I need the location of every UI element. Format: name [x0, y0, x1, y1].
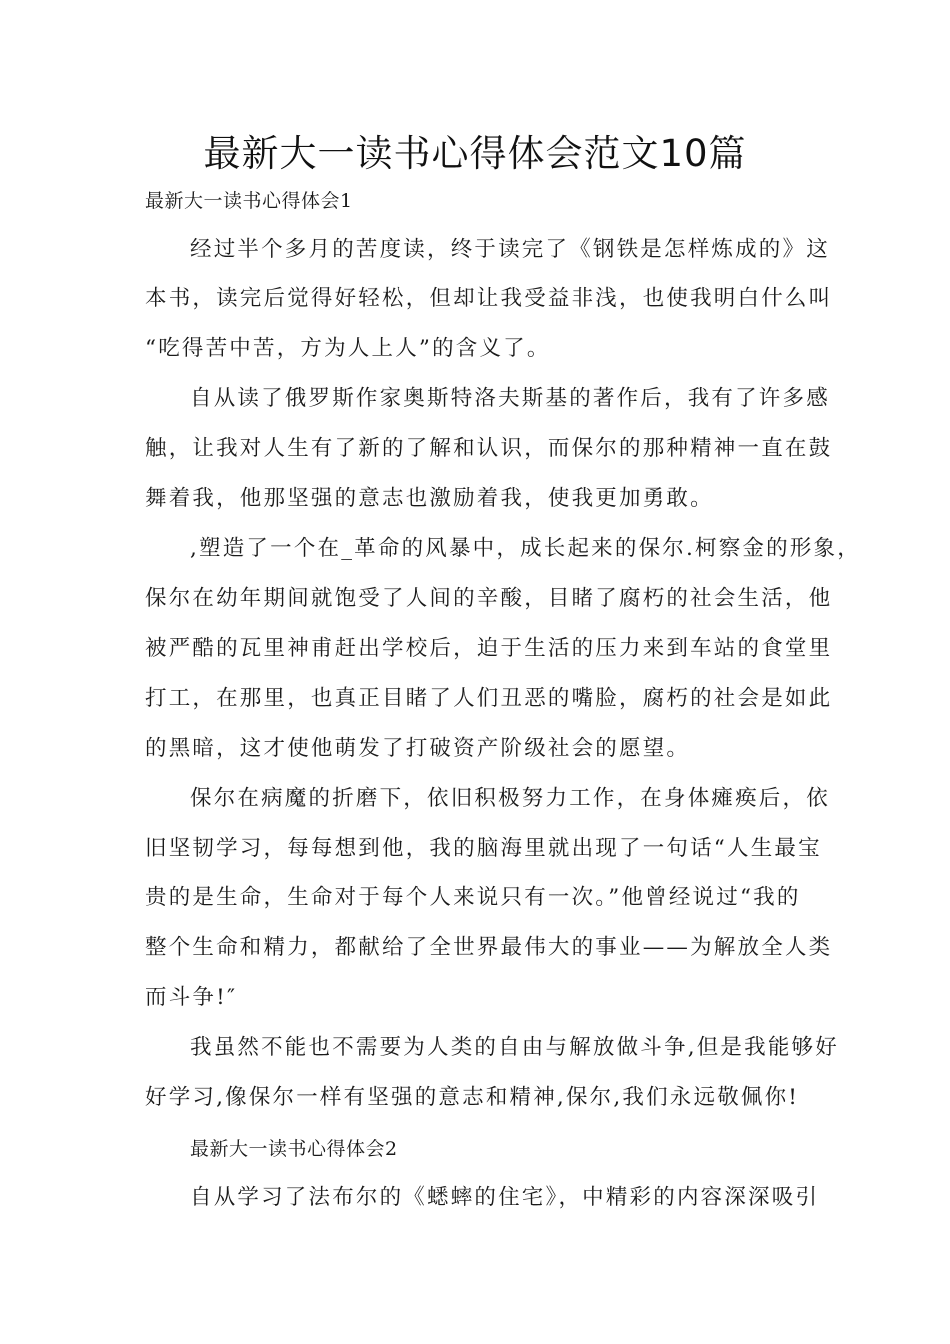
paragraph-line: 保尔在幼年期间就饱受了人间的辛酸，目睹了腐朽的社会生活，他	[145, 586, 833, 611]
paragraph-line: 旧坚韧学习，每每想到他，我的脑海里就出现了一句话“人生最宝	[145, 836, 822, 861]
paragraph-line: 触，让我对人生有了新的了解和认识，而保尔的那种精神一直在鼓	[145, 436, 833, 461]
paragraph-line: 的黑暗，这才使他萌发了打破资产阶级社会的愿望。	[145, 736, 691, 761]
paragraph-line: 而斗争!″	[145, 985, 238, 1010]
section-heading-1: 最新大一读书心得体会1	[145, 190, 353, 212]
paragraph-line: 舞着我，他那坚强的意志也激励着我，使我更加勇敢。	[145, 486, 714, 511]
paragraph-line: 本书，读完后觉得好轻松，但却让我受益非浅，也使我明白什么叫	[145, 286, 833, 311]
paragraph-line: 整个生命和精力，都献给了全世界最伟大的事业——为解放全人类	[145, 935, 833, 960]
paragraph-line: 贵的是生命，生命对于每个人来说只有一次。”他曾经说过“我的	[145, 885, 801, 910]
document-title: 最新大一读书心得体会范文10篇	[203, 132, 747, 175]
paragraph-line: 自从学习了法布尔的《蟋蟀的住宅》，中精彩的内容深深吸引	[190, 1185, 820, 1210]
section-heading-2: 最新大一读书心得体会2	[190, 1138, 398, 1160]
paragraph-line: 被严酷的瓦里神甫赶出学校后，迫于生活的压力来到车站的食堂里	[145, 636, 833, 661]
paragraph-line: ,塑造了一个在_革命的风暴中，成长起来的保尔.柯察金的形象，	[190, 536, 861, 561]
paragraph-line: 我虽然不能也不需要为人类的自由与解放做斗争,但是我能够好	[190, 1035, 839, 1060]
paragraph-line: “吃得苦中苦，方为人上人”的含义了。	[145, 336, 551, 361]
paragraph-line: 打工，在那里，也真正目睹了人们丑恶的嘴脸，腐朽的社会是如此	[145, 686, 833, 711]
paragraph-line: 经过半个多月的苦度读，终于读完了《钢铁是怎样炼成的》这	[190, 237, 830, 262]
paragraph-line: 自从读了俄罗斯作家奥斯特洛夫斯基的著作后，我有了许多感	[190, 386, 830, 411]
paragraph-line: 保尔在病魔的折磨下，依旧积极努力工作，在身体瘫痪后，依	[190, 786, 830, 811]
paragraph-line: 好学习,像保尔一样有坚强的意志和精神,保尔,我们永远敬佩你!	[145, 1085, 800, 1110]
